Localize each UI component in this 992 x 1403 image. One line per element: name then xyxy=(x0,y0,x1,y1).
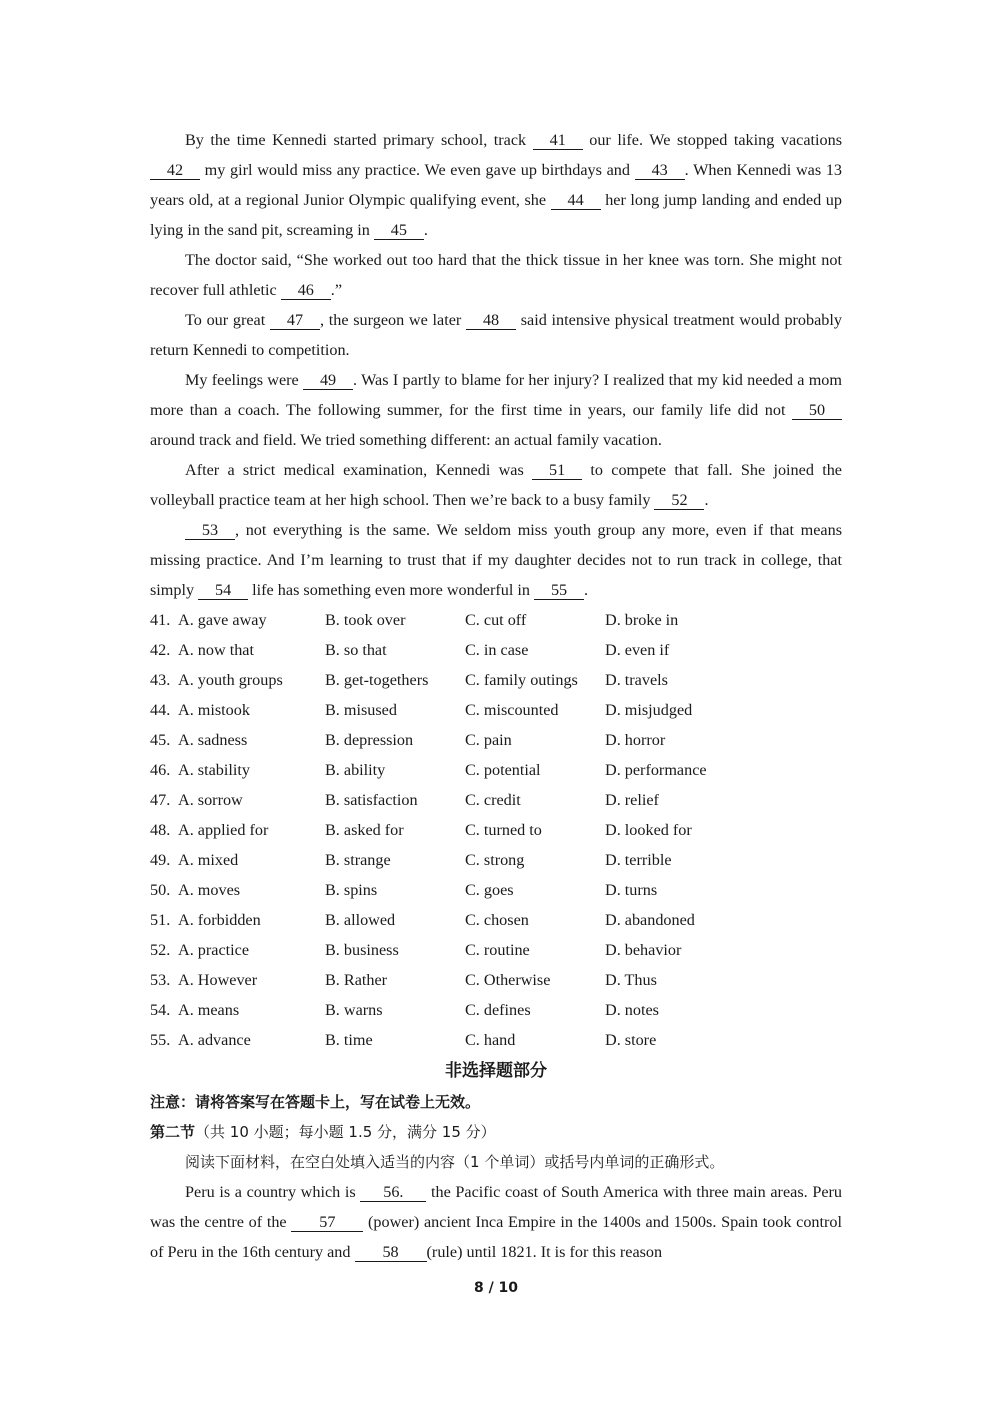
option-c: C. in case xyxy=(465,641,529,659)
option-b: B. Rather xyxy=(325,971,388,989)
option-row xyxy=(150,935,842,965)
passage-text: (rule) until 1821. It is for this reason xyxy=(426,1243,663,1261)
option-c: C. turned to xyxy=(465,821,542,839)
option-d: D. relief xyxy=(605,791,659,809)
blank-44: 44 xyxy=(551,192,601,210)
option-c: C. defines xyxy=(465,1001,531,1019)
option-c: C. potential xyxy=(465,761,541,779)
section-two-heading xyxy=(150,1117,842,1147)
passage-text: . xyxy=(704,491,709,509)
option-b: B. asked for xyxy=(325,821,404,839)
passage-paragraph-1 xyxy=(150,125,842,245)
option-d: D. broke in xyxy=(605,611,679,629)
question-number: 42. xyxy=(150,641,171,659)
passage-text: (power) ancient Inca Empire in the 1400s and 1500s. Spain took control of Peru in the 16th century and xyxy=(150,1213,843,1261)
answer-note: 注意：请将答案写在答题卡上，写在试卷上无效。 xyxy=(150,1093,481,1111)
answer-options xyxy=(150,605,842,1055)
passage-text: My feelings were xyxy=(185,371,304,389)
passage-text: said intensive physical treatment would probably return Kennedi to competition. xyxy=(150,311,842,359)
blank-52: 52 xyxy=(654,492,704,510)
option-row xyxy=(150,785,842,815)
section-two-title: 第二节 xyxy=(150,1123,196,1141)
blank-51: 51 xyxy=(532,462,582,480)
passage-text: After a strict medical examination, Kennedi was xyxy=(185,461,533,479)
option-c: C. pain xyxy=(465,731,512,749)
question-number: 44. xyxy=(150,701,171,719)
option-c: C. credit xyxy=(465,791,521,809)
option-a: A. now that xyxy=(178,641,254,659)
option-row xyxy=(150,1025,842,1055)
option-d: D. performance xyxy=(605,761,707,779)
blank-42: 42 xyxy=(150,162,200,180)
option-b: B. business xyxy=(325,941,399,959)
passage-text: my girl would miss any practice. We even gave up birthdays and xyxy=(200,161,635,179)
option-a: A. gave away xyxy=(178,611,267,629)
question-number: 43. xyxy=(150,671,171,689)
passage-paragraph-5 xyxy=(150,455,842,515)
question-number: 49. xyxy=(150,851,171,869)
passage-text: By the time Kennedi started primary school, track xyxy=(185,131,533,149)
passage-text: her long jump landing and ended up lying in the sand pit, screaming in xyxy=(150,191,842,239)
option-d: D. misjudged xyxy=(605,701,693,719)
question-number: 46. xyxy=(150,761,171,779)
passage-text: To our great xyxy=(185,311,270,329)
option-d: D. travels xyxy=(605,671,668,689)
option-a: A. applied for xyxy=(178,821,269,839)
option-row xyxy=(150,965,842,995)
option-a: A. means xyxy=(178,1001,240,1019)
passage-text: , the surgeon we later xyxy=(319,311,467,329)
option-row xyxy=(150,845,842,875)
section-title: 非选择题部分 xyxy=(445,1061,547,1081)
option-b: B. took over xyxy=(325,611,406,629)
passage-text: our life. We stopped taking vacations xyxy=(582,131,842,149)
option-d: D. behavior xyxy=(605,941,682,959)
blank-54: 54 xyxy=(198,582,248,600)
option-d: D. terrible xyxy=(605,851,672,869)
option-b: B. get-togethers xyxy=(325,671,429,689)
option-b: B. time xyxy=(325,1031,373,1049)
blank-41: 41 xyxy=(533,132,583,150)
blank-47: 47 xyxy=(270,312,320,330)
option-c: C. goes xyxy=(465,881,514,899)
blank-53: 53 xyxy=(185,522,235,540)
blank-45: 45 xyxy=(374,222,424,240)
passage-text: . xyxy=(423,221,428,239)
passage-paragraph-3 xyxy=(150,305,842,365)
option-row xyxy=(150,635,842,665)
option-c: C. cut off xyxy=(465,611,527,629)
option-c: C. miscounted xyxy=(465,701,559,719)
option-b: B. ability xyxy=(325,761,386,779)
option-a: A. sadness xyxy=(178,731,248,749)
passage-text: . When Kennedi was 13 years old, at a regional Junior Olympic qualifying event, she xyxy=(150,161,843,209)
option-a: A. forbidden xyxy=(178,911,261,929)
option-b: B. satisfaction xyxy=(325,791,418,809)
option-b: B. strange xyxy=(325,851,391,869)
option-row xyxy=(150,755,842,785)
option-d: D. looked for xyxy=(605,821,692,839)
blank-43: 43 xyxy=(635,162,685,180)
option-a: A. mixed xyxy=(178,851,239,869)
blank-49: 49 xyxy=(303,372,353,390)
page-number: 8 / 10 xyxy=(473,1280,519,1296)
question-number: 48. xyxy=(150,821,171,839)
blank-50: 50 xyxy=(792,402,842,420)
option-d: D. Thus xyxy=(605,971,657,989)
option-c: C. routine xyxy=(465,941,530,959)
option-a: A. practice xyxy=(178,941,250,959)
option-a: A. moves xyxy=(178,881,241,899)
blank-58: 58 xyxy=(355,1244,427,1262)
option-row xyxy=(150,665,842,695)
section-two-detail: （共 10 小题；每小题 1.5 分，满分 15 分） xyxy=(195,1123,496,1141)
passage-text: Peru is a country which is xyxy=(185,1183,361,1201)
passage-text: to compete that fall. She joined the volleyball practice team at her high school. Then we’re back to a busy family xyxy=(150,461,842,509)
blank-55: 55 xyxy=(534,582,584,600)
passage-text: . xyxy=(584,581,589,599)
passage-text: .” xyxy=(330,281,343,299)
option-b: B. so that xyxy=(325,641,387,659)
blank-48: 48 xyxy=(466,312,516,330)
option-c: C. strong xyxy=(465,851,525,869)
option-c: C. chosen xyxy=(465,911,529,929)
option-a: A. stability xyxy=(178,761,250,779)
passage-text: the Pacific coast of South America with three main areas. Peru was the centre of the xyxy=(150,1183,842,1231)
passage-paragraph-6 xyxy=(150,515,842,605)
option-c: C. Otherwise xyxy=(465,971,551,989)
question-number: 47. xyxy=(150,791,171,809)
blank-46: 46 xyxy=(281,282,331,300)
option-d: D. store xyxy=(605,1031,657,1049)
option-b: B. misused xyxy=(325,701,397,719)
option-b: B. warns xyxy=(325,1001,383,1019)
question-number: 52. xyxy=(150,941,171,959)
option-row xyxy=(150,995,842,1025)
passage-paragraph-4 xyxy=(150,365,842,455)
option-d: D. abandoned xyxy=(605,911,695,929)
option-a: A. advance xyxy=(178,1031,251,1049)
question-number: 53. xyxy=(150,971,171,989)
peru-paragraph xyxy=(150,1177,842,1267)
option-row xyxy=(150,605,842,635)
question-number: 51. xyxy=(150,911,171,929)
passage-text: around track and field. We tried something different: an actual family vacation. xyxy=(150,431,662,449)
passage-text: , not everything is the same. We seldom miss youth group any more, even if that means missing practice. And I’m learning to trust that if my daughter decides not to run track in college, that simply xyxy=(150,521,842,599)
question-number: 55. xyxy=(150,1031,171,1049)
option-c: C. hand xyxy=(465,1031,516,1049)
option-a: A. mistook xyxy=(178,701,250,719)
option-row xyxy=(150,875,842,905)
question-number: 45. xyxy=(150,731,171,749)
option-d: D. notes xyxy=(605,1001,659,1019)
blank-57: 57 xyxy=(291,1214,363,1232)
option-b: B. spins xyxy=(325,881,378,899)
option-c: C. family outings xyxy=(465,671,578,689)
question-number: 54. xyxy=(150,1001,171,1019)
blank-56: 56. xyxy=(360,1184,426,1202)
option-row xyxy=(150,725,842,755)
passage-text: life has something even more wonderful in xyxy=(248,581,535,599)
passage-paragraph-2 xyxy=(150,245,842,305)
instruction-text: 阅读下面材料，在空白处填入适当的内容（1 个单词）或括号内单词的正确形式。 xyxy=(185,1153,725,1171)
option-row xyxy=(150,695,842,725)
option-row xyxy=(150,905,842,935)
option-d: D. turns xyxy=(605,881,658,899)
option-a: A. However xyxy=(178,971,258,989)
question-number: 50. xyxy=(150,881,171,899)
option-b: B. allowed xyxy=(325,911,396,929)
question-number: 41. xyxy=(150,611,171,629)
option-a: A. youth groups xyxy=(178,671,283,689)
option-d: D. even if xyxy=(605,641,670,659)
option-d: D. horror xyxy=(605,731,666,749)
passage-text: . Was I partly to blame for her injury? I realized that my kid needed a mom more than a coach. The following summer, for the first time in years, our family life did not xyxy=(150,371,842,419)
option-a: A. sorrow xyxy=(178,791,243,809)
exam-page xyxy=(150,125,842,1267)
passage-text: The doctor said, “She worked out too hard that the thick tissue in her knee was torn. She might not recover full athletic xyxy=(150,251,842,299)
option-row xyxy=(150,815,842,845)
option-b: B. depression xyxy=(325,731,414,749)
